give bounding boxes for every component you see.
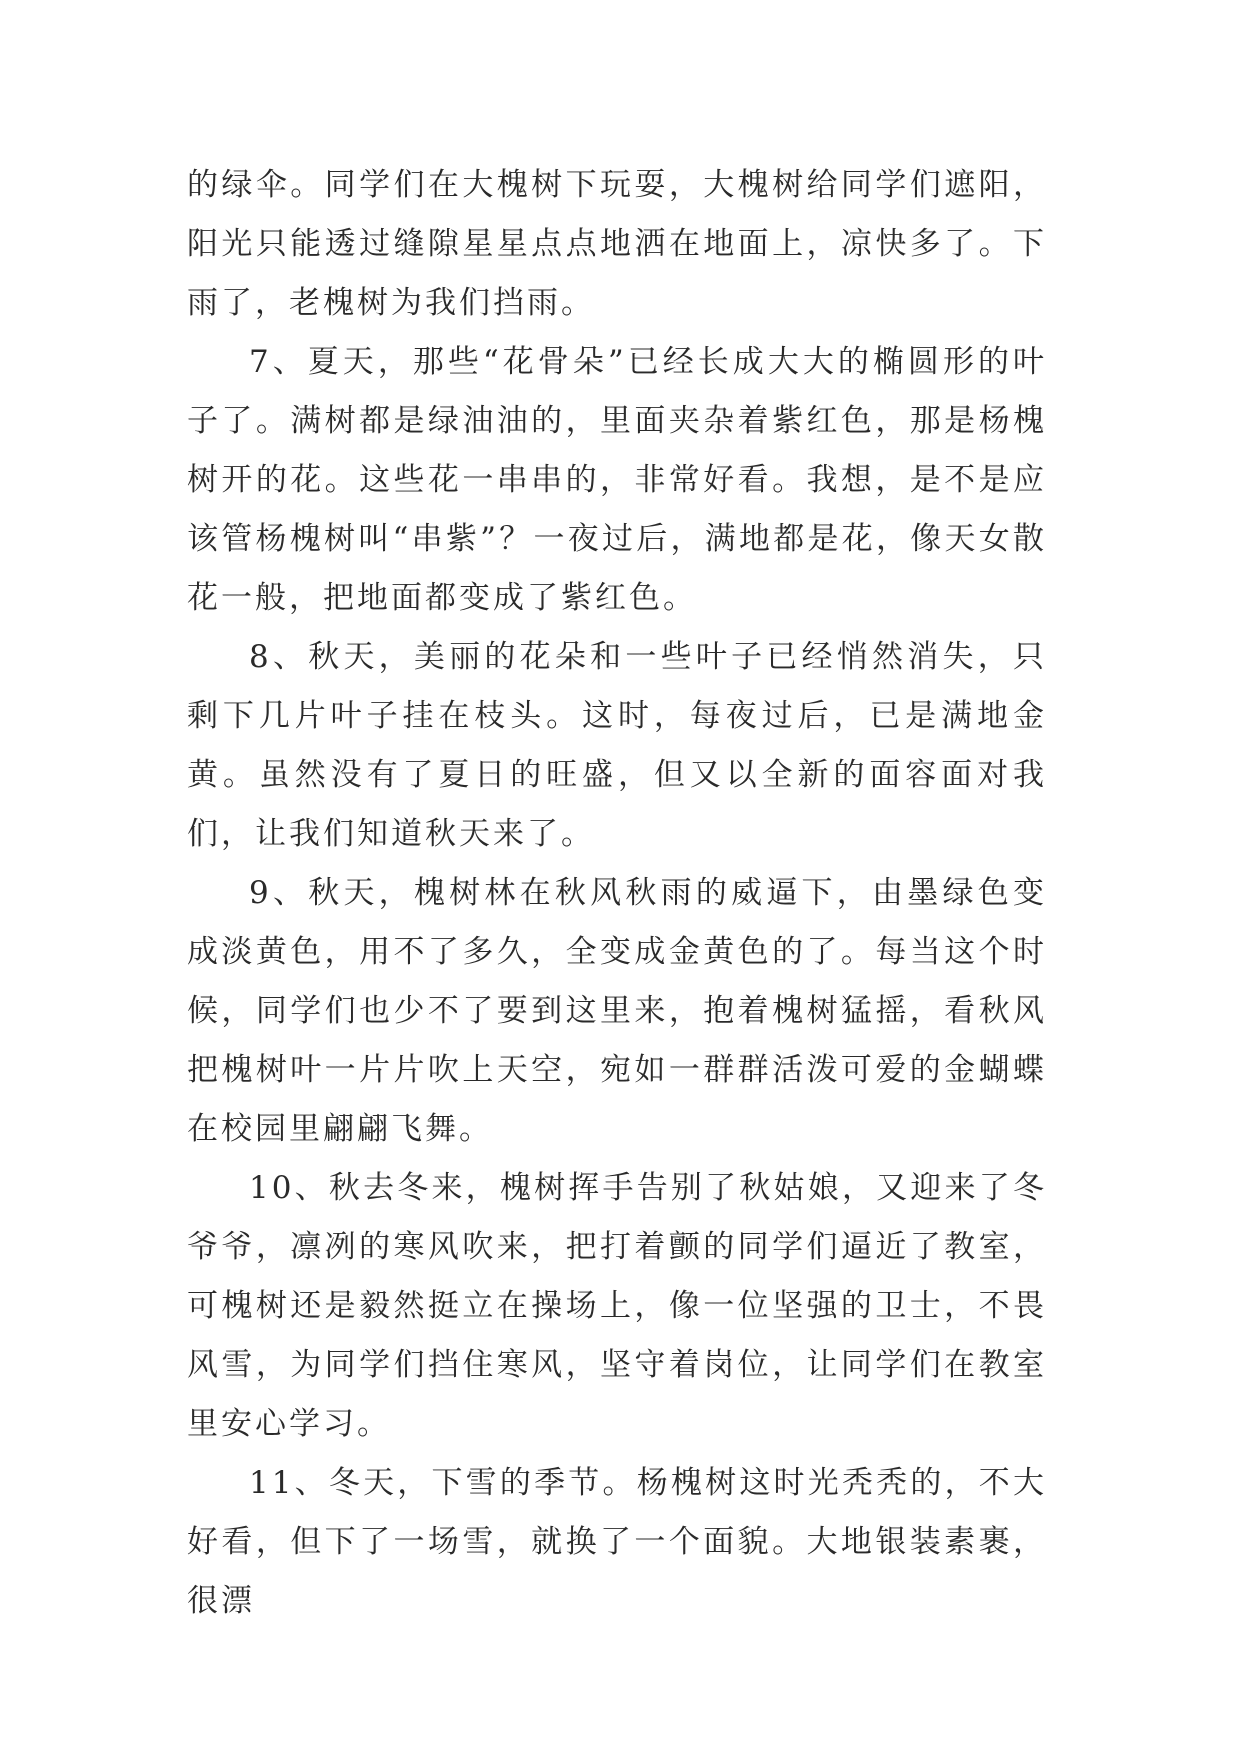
paragraph-9: 9、秋天，槐树林在秋风秋雨的威逼下，由墨绿色变成淡黄色，用不了多久，全变成金黄色的了。每当这个时候，同学们也少不了要到这里来，抱着槐树猛摇，看秋风把槐树叶一片片吹上天空，宛如一群群活泼可爱的金蝴蝶在校园里翩翩飞舞。 [187, 875, 1047, 1147]
paragraph-8: 8、秋天，美丽的花朵和一些叶子已经悄然消失，只剩下几片叶子挂在枝头。这时，每夜过后，已是满地金黄。虽然没有了夏日的旺盛，但又以全新的面容面对我们，让我们知道秋天来了。 [187, 639, 1047, 852]
paragraph-continued: 的绿伞。同学们在大槐树下玩耍，大槐树给同学们遮阳，阳光只能透过缝隙星星点点地洒在地面上，凉快多了。下雨了，老槐树为我们挡雨。 [187, 167, 1047, 321]
paragraph-10: 10、秋去冬来，槐树挥手告别了秋姑娘，又迎来了冬爷爷，凛冽的寒风吹来，把打着颤的同学们逼近了教室，可槐树还是毅然挺立在操场上，像一位坚强的卫士，不畏风雪，为同学们挡住寒风，坚守着岗位，让同学们在教室里安心学习。 [187, 1170, 1047, 1442]
document-body [187, 156, 1047, 1631]
paragraph-11: 11、冬天，下雪的季节。杨槐树这时光秃秃的，不大好看，但下了一场雪，就换了一个面貌。大地银装素裹，很漂 [187, 1465, 1047, 1619]
paragraph-7: 7、夏天，那些“花骨朵”已经长成大大的椭圆形的叶子了。满树都是绿油油的，里面夹杂着紫红色，那是杨槐树开的花。这些花一串串的，非常好看。我想，是不是应该管杨槐树叫“串紫”？一夜过后，满地都是花，像天女散花一般，把地面都变成了紫红色。 [187, 344, 1047, 616]
